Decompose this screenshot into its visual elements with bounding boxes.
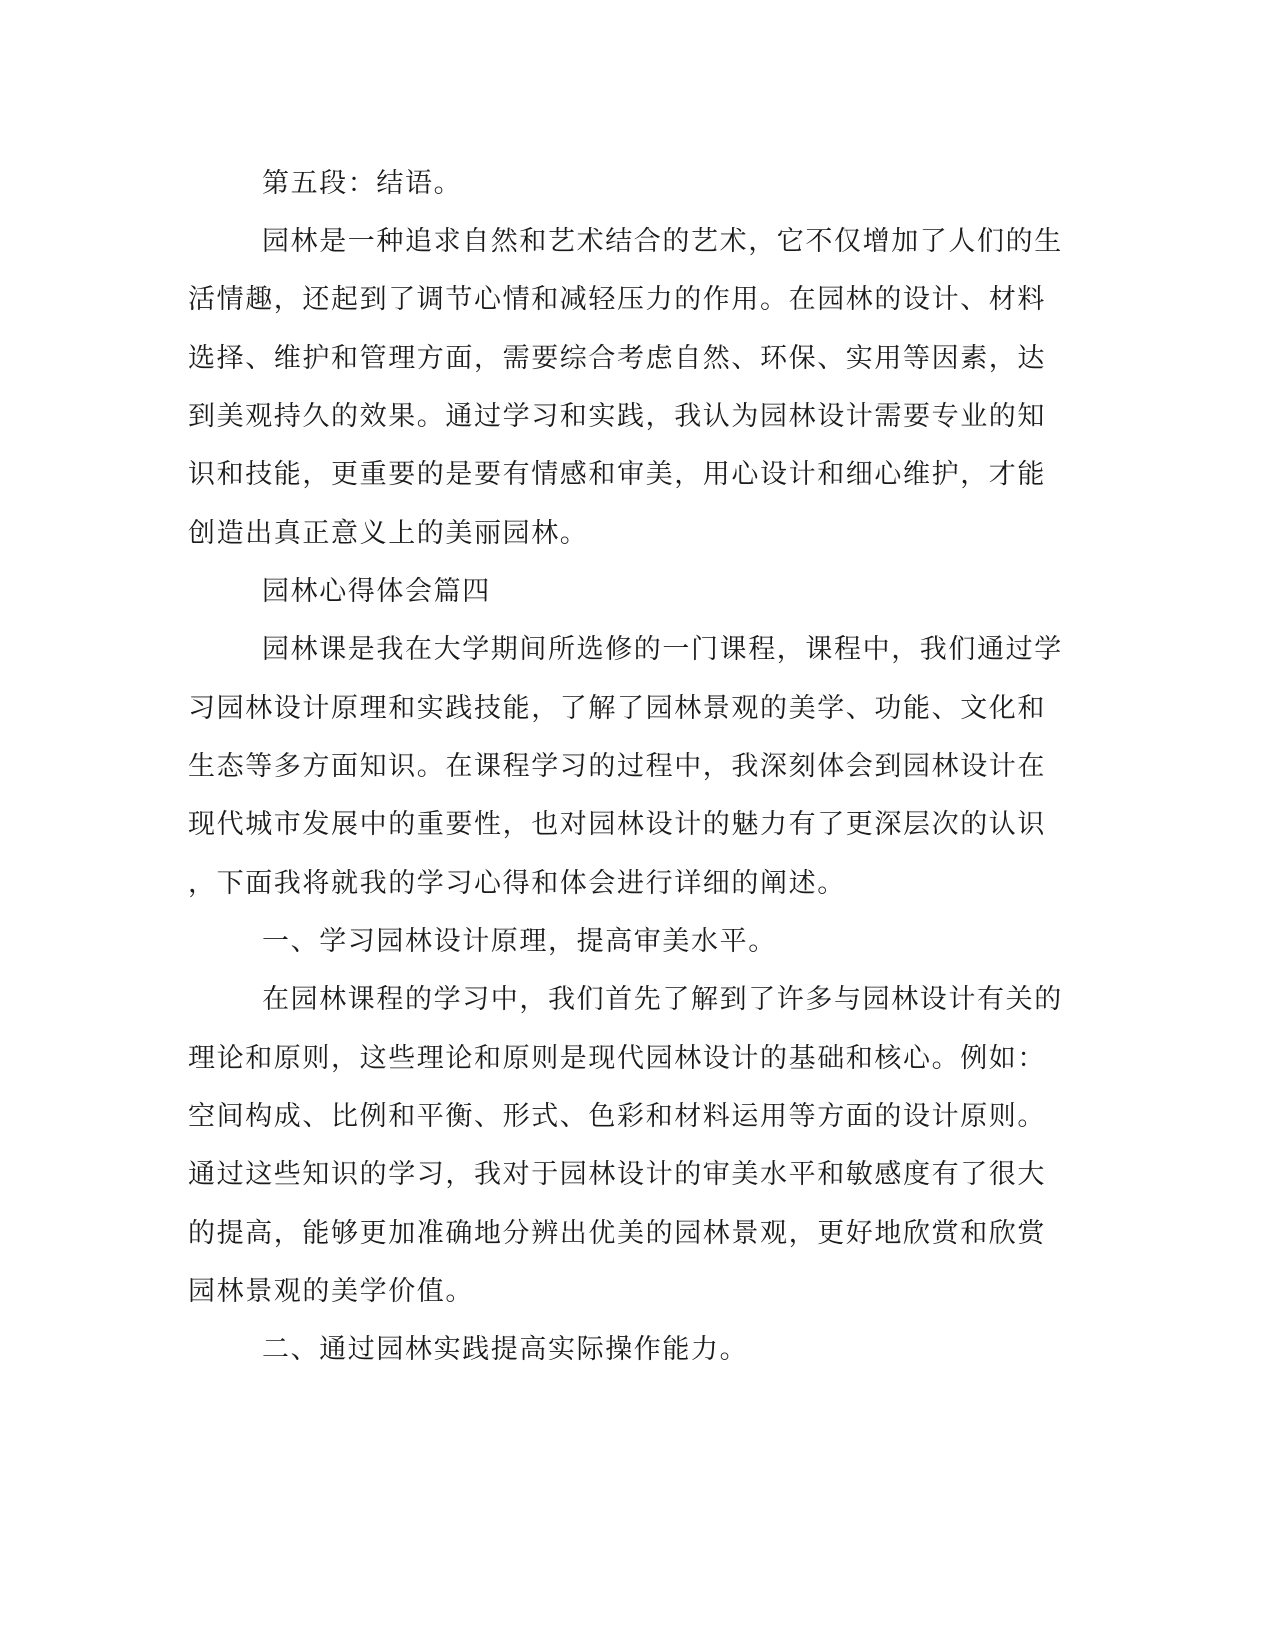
- paragraph-line: 活情趣，还起到了调节心情和减轻压力的作用。在园林的设计、材料: [188, 284, 1046, 315]
- paragraph-line: 现代城市发展中的重要性，也对园林设计的魅力有了更深层次的认识: [188, 809, 1046, 840]
- paragraph-line: 到美观持久的效果。通过学习和实践，我认为园林设计需要专业的知: [188, 401, 1046, 432]
- paragraph-line: 通过这些知识的学习，我对于园林设计的审美水平和敏感度有了很大: [188, 1159, 1046, 1190]
- paragraph-line: 理论和原则，这些理论和原则是现代园林设计的基础和核心。例如：: [188, 1043, 1046, 1074]
- paragraph-line: 创造出真正意义上的美丽园林。: [188, 518, 589, 549]
- paragraph-line: 园林是一种追求自然和艺术结合的艺术，它不仅增加了人们的生: [262, 226, 1063, 257]
- paragraph-line: 的提高，能够更加准确地分辨出优美的园林景观，更好地欣赏和欣赏: [188, 1218, 1046, 1249]
- paragraph-line: 园林景观的美学价值。: [188, 1276, 474, 1307]
- paragraph-line: 选择、维护和管理方面，需要综合考虑自然、环保、实用等因素，达: [188, 343, 1046, 374]
- section-heading: 一、学习园林设计原理，提高审美水平。: [262, 926, 777, 957]
- paragraph-line: 习园林设计原理和实践技能，了解了园林景观的美学、功能、文化和: [188, 693, 1046, 724]
- paragraph-line: 生态等多方面知识。在课程学习的过程中，我深刻体会到园林设计在: [188, 751, 1046, 782]
- chapter-title: 园林心得体会篇四: [262, 576, 491, 607]
- section-heading: 第五段：结语。: [262, 168, 463, 199]
- paragraph-line: ，下面我将就我的学习心得和体会进行详细的阐述。: [188, 868, 846, 899]
- paragraph-line: 在园林课程的学习中，我们首先了解到了许多与园林设计有关的: [262, 984, 1063, 1015]
- section-heading: 二、通过园林实践提高实际操作能力。: [262, 1334, 749, 1365]
- paragraph-line: 园林课是我在大学期间所选修的一门课程，课程中，我们通过学: [262, 634, 1063, 665]
- paragraph-line: 空间构成、比例和平衡、形式、色彩和材料运用等方面的设计原则。: [188, 1101, 1046, 1132]
- paragraph-line: 识和技能，更重要的是要有情感和审美，用心设计和细心维护，才能: [188, 459, 1046, 490]
